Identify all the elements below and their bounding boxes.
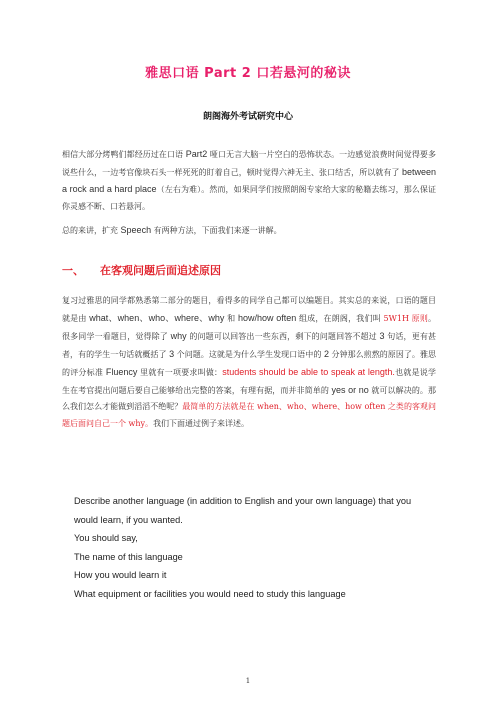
s1-text-b: 和 bbox=[224, 313, 238, 323]
intro-text-1: 相信大部分烤鸭们都经历过在口语 bbox=[62, 150, 186, 159]
s1-text-c-red: 5W1H 原则 bbox=[383, 313, 429, 323]
intro-text-3: （左右为难）。然而，如果同学们按照朗阁专家给大家的秘籍去练习，那么保证你灵感不断、口若悬河。 bbox=[62, 185, 437, 211]
s1-text-d: 。很多同学一看题目，觉得除了 bbox=[62, 313, 437, 341]
s1-text-c: 组成，在朗阁，我们叫 bbox=[296, 313, 384, 323]
s1-text-g-en: 2 bbox=[323, 348, 329, 359]
cue-card-you-should-say: You should say, bbox=[74, 533, 138, 544]
s1-text-j: 也就是说学生在考官提出问题后要自己能够给出完整的答案，有理有据，而并非简单的 bbox=[62, 367, 437, 395]
s1-text-b-en: how/how often bbox=[238, 312, 297, 323]
s1-text-i: 里就有一项要求叫做： bbox=[137, 367, 223, 377]
s1-text-e: 的问题可以回答出一些东西，剩下的问题回答不超过 bbox=[186, 331, 380, 341]
cue-card-prompt: Describe another language (in addition to English and your own language) that you would learn, if you wanted. bbox=[74, 496, 412, 525]
method-intro-paragraph bbox=[62, 222, 436, 240]
page-number: 1 bbox=[245, 677, 251, 685]
s1-text-e-en: 3 bbox=[379, 330, 385, 341]
s1-text-f: 句话，更有甚者，有的学生一句话就概括了 bbox=[62, 331, 436, 359]
method-text-1-en: Speech bbox=[120, 225, 152, 235]
method-text-2: 有两种方法，下面我们来逐一讲解。 bbox=[151, 226, 282, 235]
intro-text-2-en: between a rock and a hard place bbox=[62, 166, 436, 194]
section-1-number: 一、 bbox=[62, 264, 84, 277]
cue-card-item: The name of this language bbox=[74, 551, 183, 562]
s1-text-h: 分钟那么煎熬的原因了。雅思的评分标准 bbox=[62, 349, 436, 377]
section-1-body bbox=[62, 293, 436, 433]
s1-text-h-en: Fluency bbox=[105, 366, 138, 377]
s1-text-k: 就可以解决的。那么我们怎么才能做到滔滔不绝呢？ bbox=[62, 385, 436, 412]
cue-card bbox=[74, 492, 434, 604]
s1-text-i-red: students should be able to speak at length. bbox=[222, 366, 395, 377]
intro-text-2: 哑口无言大脑一片空白的恐怖状态。一边感觉浪费时间觉得要多说些什么，一边考官像块石头一样死死的盯着自己，顿时觉得六神无主、张口结舌，所以就有了 bbox=[62, 150, 436, 177]
s1-text-j-en: yes or no bbox=[331, 384, 369, 395]
section-1-title: 在客观问题后面追述原因 bbox=[100, 264, 221, 277]
intro-paragraph bbox=[62, 146, 436, 215]
s1-text-k-red: 最简单的方法就是在 when、who、where、how often 之类的客观问题后面问自己一个 why。 bbox=[62, 402, 436, 429]
document-subtitle: 朗阁海外考试研究中心 bbox=[202, 112, 293, 122]
s1-text-g: 个问题。这就是为什么学生发现口语中的 bbox=[174, 349, 324, 359]
section-1-heading bbox=[62, 262, 221, 278]
cue-card-item: What equipment or facilities you would need to study this language bbox=[74, 588, 346, 599]
intro-text-1-en: Part2 bbox=[185, 149, 208, 159]
document-title: 雅思口语 Part 2 口若悬河的秘诀 bbox=[145, 66, 351, 81]
s1-text-d-en: why bbox=[170, 330, 187, 341]
s1-text-f-en: 3 bbox=[169, 348, 175, 359]
cue-card-item: How you would learn it bbox=[74, 570, 167, 581]
s1-text-a: 复习过雅思的同学都熟悉第二部分的题目，看得多的同学自己都可以编题目。其实总的来说，口语的题目就是由 bbox=[62, 296, 436, 323]
method-text-1: 总的来讲，扩充 bbox=[62, 226, 121, 235]
s1-text-l: 我们下面通过例子来详述。 bbox=[153, 419, 250, 429]
s1-text-a-en: what、when、who、where、why bbox=[89, 312, 225, 323]
